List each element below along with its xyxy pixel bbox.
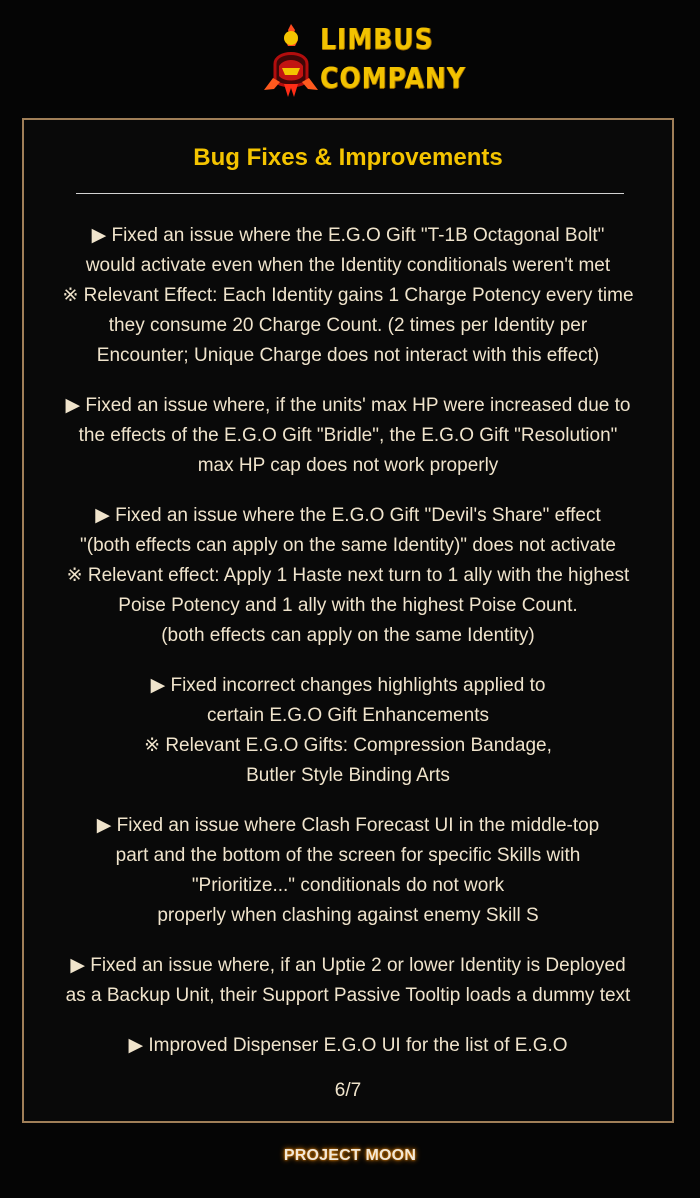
gear-crest-icon bbox=[264, 18, 318, 98]
logo-line-2: COMPANY bbox=[320, 61, 466, 95]
item-line: ※ Relevant effect: Apply 1 Haste next turn to 1 ally with the highest bbox=[66, 565, 630, 586]
item-line: ▶ Fixed an issue where the E.G.O Gift "T-1B Octagonal Bolt" bbox=[91, 225, 605, 246]
item-line: max HP cap does not work properly bbox=[197, 455, 499, 476]
item-line: they consume 20 Charge Count. (2 times per Identity per bbox=[108, 315, 588, 336]
item-line: ※ Relevant E.G.O Gifts: Compression Bandage, bbox=[144, 735, 552, 756]
item-line: Butler Style Binding Arts bbox=[246, 765, 450, 786]
item-line: (both effects can apply on the same Identity) bbox=[161, 625, 535, 646]
item-line: ▶ Fixed an issue where the E.G.O Gift "Devil's Share" effect bbox=[95, 505, 601, 526]
item-line: part and the bottom of the screen for specific Skills with bbox=[115, 845, 581, 866]
item-line: properly when clashing against enemy Skill S bbox=[157, 905, 539, 926]
item-line: as a Backup Unit, their Support Passive Tooltip loads a dummy text bbox=[65, 985, 631, 1006]
list-item bbox=[36, 811, 660, 931]
bug-fix-list bbox=[36, 221, 660, 1081]
list-item bbox=[36, 391, 660, 481]
item-line: ▶ Fixed an issue where, if an Uptie 2 or lower Identity is Deployed bbox=[70, 955, 626, 976]
item-line: "(both effects can apply on the same Identity)" does not activate bbox=[80, 535, 616, 556]
page-indicator: 6/7 bbox=[334, 1080, 362, 1101]
item-line: "Prioritize..." conditionals do not work bbox=[191, 875, 505, 896]
item-line: the effects of the E.G.O Gift "Bridle", the E.G.O Gift "Resolution" bbox=[78, 425, 618, 446]
item-line: Encounter; Unique Charge does not interact with this effect) bbox=[96, 345, 600, 366]
item-line: certain E.G.O Gift Enhancements bbox=[207, 705, 489, 726]
logo-line-1: LIMBUS bbox=[320, 22, 434, 56]
list-item bbox=[36, 501, 660, 651]
list-item bbox=[36, 671, 660, 791]
patch-notes-panel bbox=[22, 118, 674, 1123]
item-line: Poise Potency and 1 ally with the highest Poise Count. bbox=[118, 595, 578, 616]
logo-wordmark bbox=[320, 20, 466, 98]
item-line: ▶ Fixed an issue where, if the units' max HP were increased due to bbox=[65, 395, 631, 416]
item-line: ▶ Improved Dispenser E.G.O UI for the list of E.G.O bbox=[128, 1035, 568, 1056]
list-item bbox=[36, 951, 660, 1011]
item-line: would activate even when the Identity conditionals weren't met bbox=[85, 255, 611, 276]
limbus-company-logo bbox=[264, 14, 466, 100]
item-line: ▶ Fixed an issue where Clash Forecast UI in the middle-top bbox=[96, 815, 600, 836]
title-divider bbox=[76, 193, 624, 194]
list-item bbox=[36, 1031, 660, 1061]
item-line: ▶ Fixed incorrect changes highlights applied to bbox=[150, 675, 546, 696]
item-line: ※ Relevant Effect: Each Identity gains 1 Charge Potency every time bbox=[62, 285, 634, 306]
list-item bbox=[36, 221, 660, 371]
project-moon-footer: PROJECT MOON bbox=[283, 1147, 417, 1164]
panel-title: Bug Fixes & Improvements bbox=[193, 144, 503, 171]
